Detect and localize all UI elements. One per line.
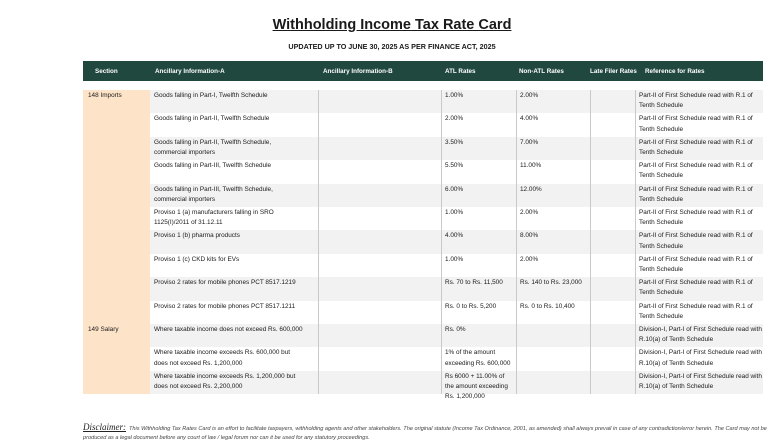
cell-ref: Part-II of First Schedule read with R.1 of Tenth Schedule — [639, 209, 753, 227]
cell-non-atl: 12.00% — [520, 185, 542, 193]
cell-non-atl: 8.00% — [520, 232, 539, 240]
section-label: 149 Salary — [88, 326, 119, 333]
cell-non-atl: 2.00% — [520, 92, 539, 99]
cell-atl: 2.00% — [445, 115, 464, 123]
cell-ref: Part-II of First Schedule read with R.1 of Tenth Schedule — [639, 138, 753, 157]
col-header-non-atl-rates: Non-ATL Rates — [519, 68, 564, 75]
cell-anc-a: Goods falling in Part-II, Twelfth Schedule, commercial importers — [154, 138, 272, 157]
column-divider — [441, 90, 442, 394]
col-header-section: Section — [95, 68, 118, 75]
cell-ref: Part-II of First Schedule read with R.1 of Tenth Schedule — [639, 115, 753, 133]
cell-anc-a: Where taxable income exceeds Rs. 600,000 but does not exceed Rs. 1,200,000 — [154, 349, 291, 367]
disclaimer-text: This Withholding Tax Rates Card is an effort to facilitate taxpayers, withholding agents and other stakeholders. The original statute (Income Tax Ordinance, 2001, as amended) shall always prevail in case of any contradiction/error herein. The Card may not be produced as a legal document before any court of law / legal forum nor can it be used for any statutory proceedings. — [83, 426, 767, 441]
cell-anc-a: Proviso 2 rates for mobile phones PCT 8517.1219 — [154, 279, 296, 287]
cell-non-atl: Rs. 0 to Rs. 10,400 — [520, 302, 575, 310]
cell-atl: 6.00% — [445, 185, 464, 193]
page-subtitle: UPDATED UP TO JUNE 30, 2025 AS PER FINANCE ACT, 2025 — [288, 42, 496, 51]
cell-ref: Part-II of First Schedule read with R.1 of Tenth Schedule — [639, 302, 753, 320]
column-divider — [516, 90, 517, 394]
cell-atl: Rs. 0 to Rs. 5,200 — [445, 302, 497, 310]
cell-anc-a: Where taxable income does not exceed Rs. 600,000 — [154, 326, 303, 333]
cell-atl: 1.00% — [445, 255, 464, 263]
cell-non-atl: Rs. 140 to Rs. 23,000 — [520, 279, 582, 287]
cell-non-atl: 7.00% — [520, 138, 539, 146]
disclaimer — [83, 423, 773, 443]
cell-atl: 1.00% — [445, 209, 464, 216]
cell-ref: Part-II of First Schedule read with R.1 of Tenth Schedule — [639, 185, 753, 203]
disclaimer-label: Disclaimer: — [83, 422, 126, 432]
cell-ref: Part-II of First Schedule read with R.1 of Tenth Schedule — [639, 232, 753, 250]
cell-non-atl: 4.00% — [520, 115, 539, 123]
column-divider — [318, 90, 319, 394]
cell-anc-a: Goods falling in Part-II, Twelfth Schedule — [154, 115, 270, 123]
cell-anc-a: Proviso 2 rates for mobile phones PCT 8517.1211 — [154, 302, 296, 310]
cell-atl: Rs. 70 to Rs. 11,500 — [445, 279, 503, 287]
cell-anc-a: Goods falling in Part-III, Twelfth Schedule, commercial importers — [154, 185, 273, 203]
col-header-reference: Reference for Rates — [645, 68, 705, 75]
cell-ref: Part-II of First Schedule read with R.1 of Tenth Schedule — [639, 92, 753, 110]
cell-ref: Division-I, Part-I of First Schedule read with R.10(a) of Tenth Schedule — [639, 372, 762, 391]
column-divider — [635, 90, 636, 394]
col-header-atl-rates: ATL Rates — [445, 68, 476, 75]
section-label: 148 Imports — [88, 92, 122, 99]
cell-anc-a: Goods falling in Part-III, Twelfth Schedule — [154, 162, 272, 170]
section-cell — [83, 90, 150, 324]
cell-atl: Rs 6000 + 11.00% of the amount exceeding Rs. 1,200,000 — [445, 372, 508, 401]
cell-non-atl: 2.00% — [520, 209, 539, 216]
page-title: Withholding Income Tax Rate Card — [272, 17, 512, 33]
cell-ref: Part-II of First Schedule read with R.1 of Tenth Schedule — [639, 255, 753, 274]
cell-non-atl: 11.00% — [520, 162, 542, 170]
cell-ref: Division-I, Part-I of First Schedule read with R.10(a) of Tenth Schedule — [639, 349, 762, 367]
cell-ref: Division-I, Part-I of First Schedule read with R.10(a) of Tenth Schedule — [639, 326, 762, 344]
cell-anc-a: Goods falling in Part-I, Twelfth Schedule — [154, 92, 268, 99]
cell-atl: Rs. 0% — [445, 326, 466, 333]
col-header-ancillary-b: Ancillary Information-B — [323, 68, 393, 75]
cell-anc-a: Where taxable income exceeds Rs. 1,200,000 but does not exceed Rs. 2,200,000 — [154, 372, 296, 391]
cell-atl: 1.00% — [445, 92, 464, 99]
col-header-late-filer-rates: Late Filer Rates — [590, 68, 637, 75]
cell-atl: 5.50% — [445, 162, 464, 170]
cell-atl: 3.50% — [445, 138, 464, 146]
table-header — [83, 61, 763, 81]
cell-atl: 1% of the amount exceeding Rs. 600,000 — [445, 349, 511, 367]
cell-anc-a: Proviso 1 (b) pharma products — [154, 232, 240, 240]
cell-ref: Part-II of First Schedule read with R.1 of Tenth Schedule — [639, 279, 753, 297]
section-cell — [83, 324, 150, 394]
cell-ref: Part-II of First Schedule read with R.1 of Tenth Schedule — [639, 162, 753, 180]
cell-anc-a: Proviso 1 (c) CKD kits for EVs — [154, 255, 240, 263]
column-divider — [590, 90, 591, 394]
cell-non-atl: 2.00% — [520, 255, 539, 263]
cell-atl: 4.00% — [445, 232, 464, 240]
col-header-ancillary-a: Ancillary Information-A — [155, 68, 225, 75]
cell-anc-a: Proviso 1 (a) manufacturers falling in SRO 1125(I)/2011 of 31.12.11 — [154, 209, 274, 227]
